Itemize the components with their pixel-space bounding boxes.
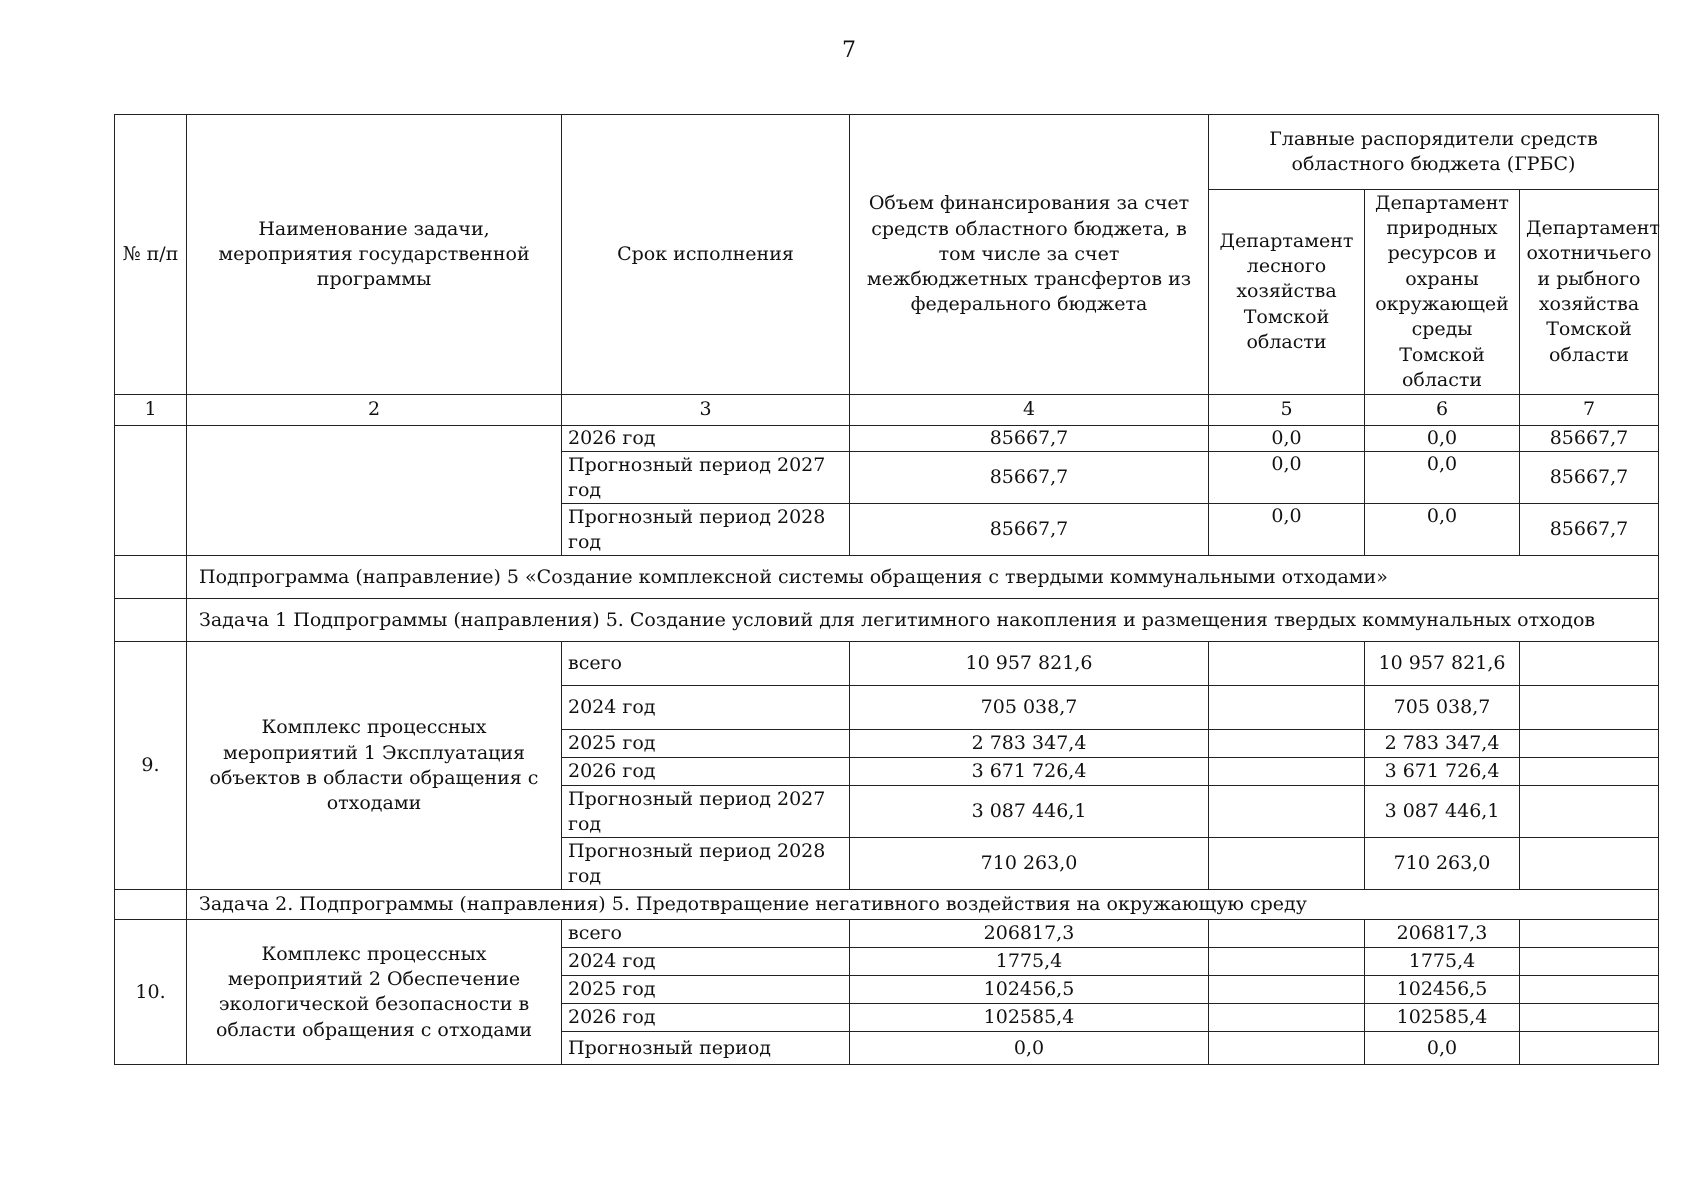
natural-resources-cell: 0,0 bbox=[1365, 452, 1520, 504]
number-cell bbox=[115, 556, 187, 599]
hunting-fishing-cell bbox=[1520, 1032, 1659, 1065]
hunting-fishing-cell bbox=[1520, 948, 1659, 976]
forestry-cell bbox=[1209, 1032, 1365, 1065]
table-row bbox=[115, 426, 1659, 452]
forestry-cell: 0,0 bbox=[1209, 426, 1365, 452]
task-row bbox=[115, 599, 1659, 642]
hunting-fishing-cell: 85667,7 bbox=[1520, 426, 1659, 452]
natural-resources-cell: 2 783 347,4 bbox=[1365, 730, 1520, 758]
hunting-fishing-cell bbox=[1520, 686, 1659, 730]
hunting-fishing-cell: 85667,7 bbox=[1520, 504, 1659, 556]
period-cell: 2026 год bbox=[562, 758, 850, 786]
period-cell: 2025 год bbox=[562, 976, 850, 1004]
header-hunting-fishing-dept: Департамент охотничьего и рыбного хозяйства Томской области bbox=[1520, 190, 1659, 395]
header-grbs-group: Главные распорядители средств областного бюджета (ГРБС) bbox=[1209, 115, 1659, 190]
column-numbers-row bbox=[115, 395, 1659, 426]
natural-resources-cell: 102585,4 bbox=[1365, 1004, 1520, 1032]
column-number: 2 bbox=[187, 395, 562, 426]
total-cell: 102585,4 bbox=[850, 1004, 1209, 1032]
page-number: 7 bbox=[842, 38, 856, 63]
period-cell: Прогнозный период 2027 год bbox=[562, 786, 850, 838]
number-cell bbox=[115, 599, 187, 642]
natural-resources-cell: 3 671 726,4 bbox=[1365, 758, 1520, 786]
column-number: 5 bbox=[1209, 395, 1365, 426]
table-row bbox=[115, 920, 1659, 948]
total-cell: 102456,5 bbox=[850, 976, 1209, 1004]
subprogram-row bbox=[115, 556, 1659, 599]
total-cell: 3 087 446,1 bbox=[850, 786, 1209, 838]
column-number: 1 bbox=[115, 395, 187, 426]
hunting-fishing-cell bbox=[1520, 1004, 1659, 1032]
item10-name: Комплекс процессных мероприятий 2 Обеспечение экологической безопасности в области обращения с отходами bbox=[187, 920, 562, 1065]
total-cell: 206817,3 bbox=[850, 920, 1209, 948]
natural-resources-cell: 0,0 bbox=[1365, 1032, 1520, 1065]
forestry-cell bbox=[1209, 786, 1365, 838]
hunting-fishing-cell bbox=[1520, 920, 1659, 948]
hunting-fishing-cell bbox=[1520, 976, 1659, 1004]
period-cell: 2026 год bbox=[562, 426, 850, 452]
column-number: 7 bbox=[1520, 395, 1659, 426]
natural-resources-cell: 0,0 bbox=[1365, 426, 1520, 452]
hunting-fishing-cell: 85667,7 bbox=[1520, 452, 1659, 504]
natural-resources-cell: 102456,5 bbox=[1365, 976, 1520, 1004]
item9-number: 9. bbox=[115, 642, 187, 890]
period-cell: Прогнозный период 2027 год bbox=[562, 452, 850, 504]
total-cell: 1775,4 bbox=[850, 948, 1209, 976]
period-cell: всего bbox=[562, 920, 850, 948]
total-cell: 2 783 347,4 bbox=[850, 730, 1209, 758]
natural-resources-cell: 206817,3 bbox=[1365, 920, 1520, 948]
natural-resources-cell: 3 087 446,1 bbox=[1365, 786, 1520, 838]
header-forestry-dept: Департамент лесного хозяйства Томской области bbox=[1209, 190, 1365, 395]
total-cell: 710 263,0 bbox=[850, 838, 1209, 890]
natural-resources-cell: 0,0 bbox=[1365, 504, 1520, 556]
period-cell: Прогнозный период 2028 год bbox=[562, 838, 850, 890]
forestry-cell: 0,0 bbox=[1209, 504, 1365, 556]
natural-resources-cell: 1775,4 bbox=[1365, 948, 1520, 976]
header-natural-resources-dept: Департамент природных ресурсов и охраны окружающей среды Томской области bbox=[1365, 190, 1520, 395]
subprogram-title: Подпрограмма (направление) 5 «Создание комплексной системы обращения с твердыми коммунальными отходами» bbox=[187, 556, 1659, 599]
total-cell: 85667,7 bbox=[850, 452, 1209, 504]
natural-resources-cell: 710 263,0 bbox=[1365, 838, 1520, 890]
period-cell: 2025 год bbox=[562, 730, 850, 758]
period-cell: всего bbox=[562, 642, 850, 686]
column-number: 4 bbox=[850, 395, 1209, 426]
column-number: 6 bbox=[1365, 395, 1520, 426]
natural-resources-cell: 705 038,7 bbox=[1365, 686, 1520, 730]
number-cell bbox=[115, 426, 187, 556]
forestry-cell: 0,0 bbox=[1209, 452, 1365, 504]
forestry-cell bbox=[1209, 976, 1365, 1004]
period-cell: 2024 год bbox=[562, 686, 850, 730]
forestry-cell bbox=[1209, 758, 1365, 786]
name-cell bbox=[187, 426, 562, 556]
hunting-fishing-cell bbox=[1520, 642, 1659, 686]
header-task-name: Наименование задачи, мероприятия государственной программы bbox=[187, 115, 562, 395]
header-financing-volume: Объем финансирования за счет средств областного бюджета, в том числе за счет межбюджетных трансфертов из федерального бюджета bbox=[850, 115, 1209, 395]
total-cell: 85667,7 bbox=[850, 504, 1209, 556]
item9-name: Комплекс процессных мероприятий 1 Эксплуатация объектов в области обращения с отходами bbox=[187, 642, 562, 890]
total-cell: 3 671 726,4 bbox=[850, 758, 1209, 786]
forestry-cell bbox=[1209, 838, 1365, 890]
forestry-cell bbox=[1209, 920, 1365, 948]
forestry-cell bbox=[1209, 948, 1365, 976]
forestry-cell bbox=[1209, 1004, 1365, 1032]
total-cell: 705 038,7 bbox=[850, 686, 1209, 730]
natural-resources-cell: 10 957 821,6 bbox=[1365, 642, 1520, 686]
forestry-cell bbox=[1209, 642, 1365, 686]
hunting-fishing-cell bbox=[1520, 786, 1659, 838]
column-number: 3 bbox=[562, 395, 850, 426]
period-cell: 2026 год bbox=[562, 1004, 850, 1032]
total-cell: 85667,7 bbox=[850, 426, 1209, 452]
period-cell: 2024 год bbox=[562, 948, 850, 976]
hunting-fishing-cell bbox=[1520, 758, 1659, 786]
item10-number: 10. bbox=[115, 920, 187, 1065]
header-deadline: Срок исполнения bbox=[562, 115, 850, 395]
table-row bbox=[115, 642, 1659, 686]
total-cell: 10 957 821,6 bbox=[850, 642, 1209, 686]
task2-title: Задача 2. Подпрограммы (направления) 5. Предотвращение негативного воздействия на окружающую среду bbox=[187, 890, 1659, 920]
number-cell bbox=[115, 890, 187, 920]
hunting-fishing-cell bbox=[1520, 838, 1659, 890]
forestry-cell bbox=[1209, 686, 1365, 730]
total-cell: 0,0 bbox=[850, 1032, 1209, 1065]
financing-table bbox=[114, 114, 1659, 1065]
period-cell: Прогнозный период bbox=[562, 1032, 850, 1065]
task-row bbox=[115, 890, 1659, 920]
hunting-fishing-cell bbox=[1520, 730, 1659, 758]
header-number: № п/п bbox=[115, 115, 187, 395]
task1-title: Задача 1 Подпрограммы (направления) 5. Создание условий для легитимного накопления и размещения твердых коммунальных отходов bbox=[187, 599, 1659, 642]
period-cell: Прогнозный период 2028 год bbox=[562, 504, 850, 556]
forestry-cell bbox=[1209, 730, 1365, 758]
header-row bbox=[115, 115, 1659, 190]
